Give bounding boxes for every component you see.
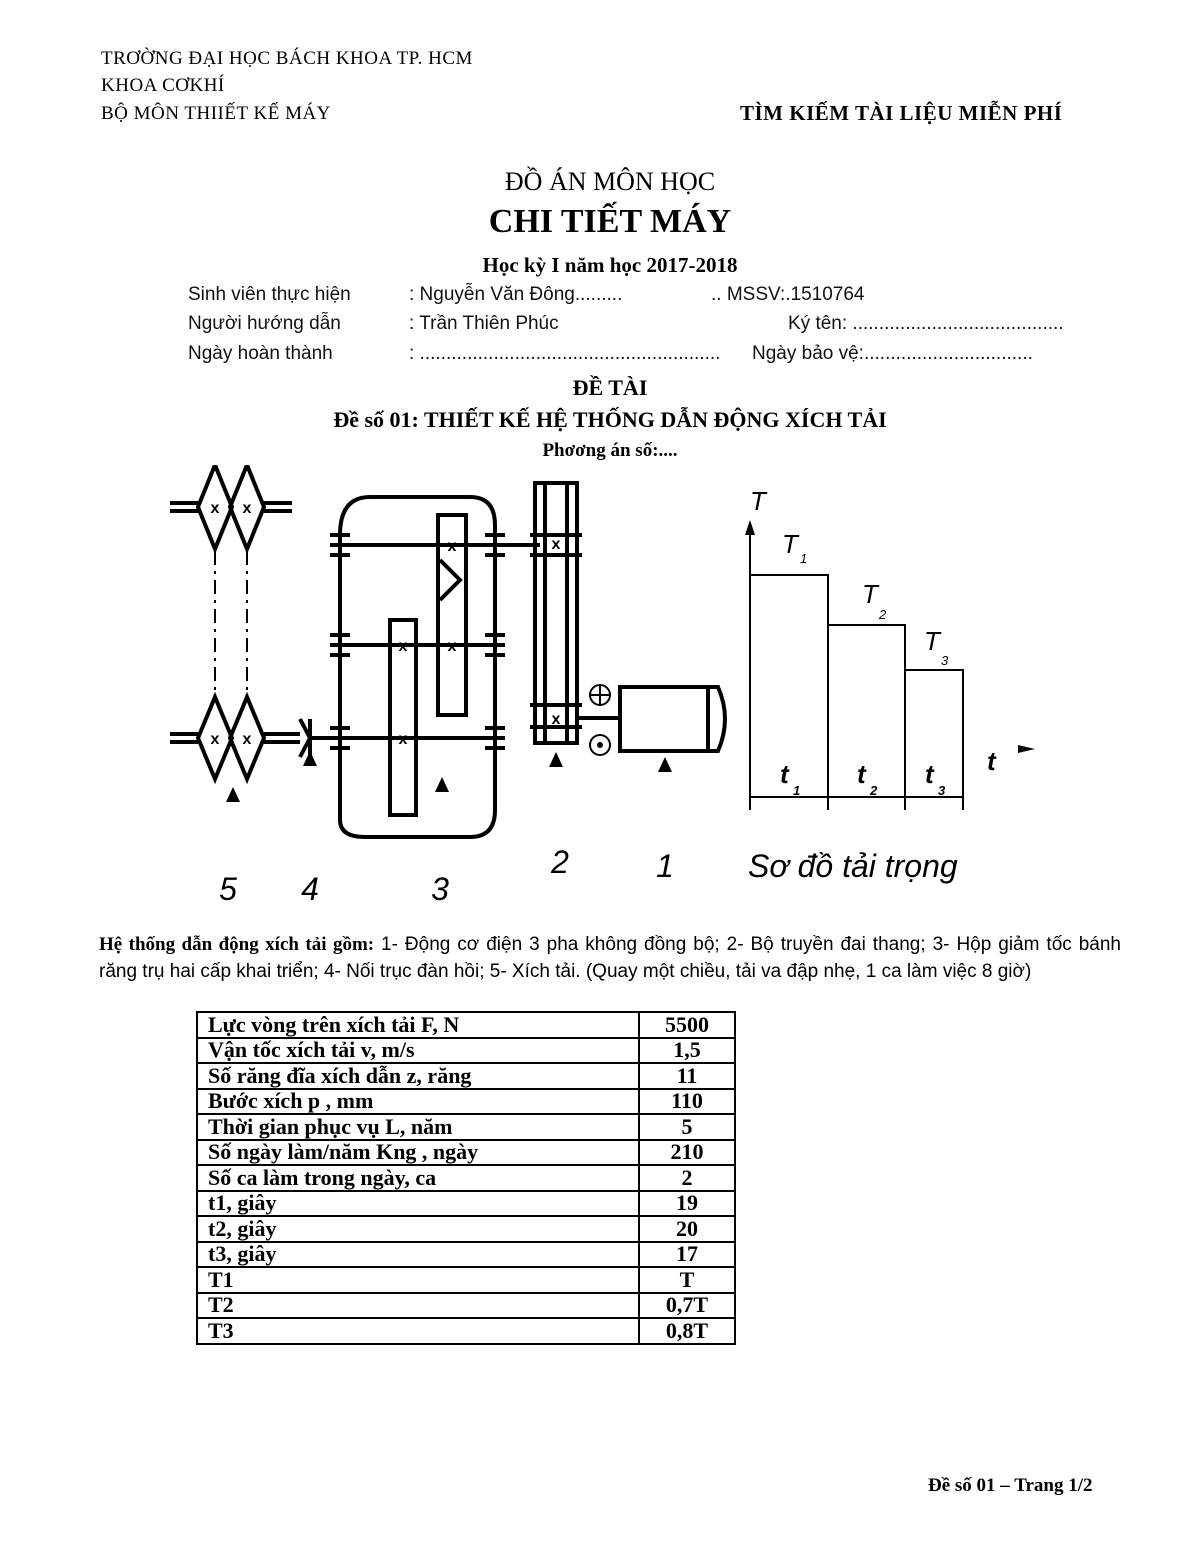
svg-text:x: x <box>447 638 457 655</box>
torque-label-2: T <box>862 579 878 609</box>
torque-sub-2: 2 <box>879 607 887 622</box>
param-label: Vận tốc xích tải v, m/s <box>197 1038 639 1064</box>
param-label: Số ca làm trong ngày, ca <box>197 1165 639 1191</box>
table-row <box>197 1089 735 1115</box>
table-row <box>197 1114 735 1140</box>
torque-label-1: T <box>782 529 798 559</box>
param-value: 0,8T <box>639 1318 735 1344</box>
param-label: T3 <box>197 1318 639 1344</box>
param-value: 0,7T <box>639 1293 735 1319</box>
time-sub-3: 3 <box>938 783 946 798</box>
project-title: ĐỒ ÁN MÔN HỌC <box>504 167 716 196</box>
signature-line: Ký tên: ........................................ <box>788 313 1064 334</box>
item-label-2: 2 <box>551 844 569 880</box>
param-value: 210 <box>639 1140 735 1166</box>
param-value: 11 <box>639 1063 735 1089</box>
param-value: 5500 <box>639 1012 735 1038</box>
table-row <box>197 1140 735 1166</box>
table-row <box>197 1216 735 1242</box>
param-label: t3, giây <box>197 1242 639 1268</box>
svg-text:x: x <box>551 711 561 728</box>
table-row <box>197 1293 735 1319</box>
elastic-coupling <box>285 719 330 757</box>
param-label: Lực vòng trên xích tải F, N <box>197 1012 639 1038</box>
param-value: 19 <box>639 1191 735 1217</box>
param-label: Số ngày làm/năm Kng , ngày <box>197 1140 639 1166</box>
completion-value: : ......................................................... <box>409 343 721 364</box>
param-value: 17 <box>639 1242 735 1268</box>
student-value: : Nguyễn Văn Đông......... <box>409 284 623 305</box>
semester: Học kỳ I năm học 2017-2018 <box>482 253 738 277</box>
parameters-table <box>196 1011 736 1345</box>
v-belt-drive <box>530 483 620 743</box>
advisor-label: Người hướng dẫn <box>188 313 341 334</box>
svg-text:x: x <box>242 731 252 748</box>
load-chart-title: Sơ đồ tải trọng <box>748 848 958 884</box>
param-value: T <box>639 1267 735 1293</box>
param-label: Thời gian phục vụ L, năm <box>197 1114 639 1140</box>
faculty-name: KHOA CƠKHÍ <box>101 75 225 96</box>
advisor-value: : Trần Thiên Phúc <box>409 313 559 334</box>
param-label: Bước xích p , mm <box>197 1089 639 1115</box>
table-row <box>197 1012 735 1038</box>
param-label: T1 <box>197 1267 639 1293</box>
topic-title: Đề số 01: THIẾT KẾ HỆ THỐNG DẪN ĐỘNG XÍCH TẢI <box>333 407 887 432</box>
table-row <box>197 1267 735 1293</box>
axis-label-T: T <box>750 486 766 516</box>
time-sub-2: 2 <box>870 783 878 798</box>
table-row <box>197 1318 735 1344</box>
time-label-2: t <box>857 759 866 789</box>
description-body: 1- Động cơ điện 3 pha không đồng bộ; 2- Bộ truyền đai thang; 3- Hộp giảm tốc bánh răng trụ hai cấp khai triển; 4- Nối trục đàn hồi; 5- Xích tải. (Quay một chiều, tải va đập nhẹ, 1 ca làm việc 8 giờ) <box>99 934 1121 982</box>
torque-label-3: T <box>924 626 940 656</box>
param-label: T2 <box>197 1293 639 1319</box>
axis-label-t: t <box>987 746 996 776</box>
param-value: 1,5 <box>639 1038 735 1064</box>
table-row <box>197 1242 735 1268</box>
item-label-4: 4 <box>301 871 319 907</box>
free-docs-banner: TÌM KIẾM TÀI LIỆU MIỄN PHÍ <box>740 101 1063 125</box>
param-label: t1, giây <box>197 1191 639 1217</box>
svg-text:x: x <box>210 731 220 748</box>
torque-sub-3: 3 <box>941 653 949 668</box>
drive-system-diagram <box>160 465 1060 915</box>
time-label-1: t <box>780 759 789 789</box>
table-row <box>197 1063 735 1089</box>
svg-text:x: x <box>551 536 561 553</box>
course-title: CHI TIẾT MÁY <box>488 203 732 240</box>
param-label: Số răng đĩa xích dẫn z, răng <box>197 1063 639 1089</box>
param-value: 2 <box>639 1165 735 1191</box>
param-label: t2, giây <box>197 1216 639 1242</box>
gearbox-housing <box>330 497 540 837</box>
department-name: BỘ MÔN THIIẾT KẾ MÁY <box>101 103 331 124</box>
university-name: TRƠỜNG ĐẠI HỌC BÁCH KHOA TP. HCM <box>101 48 473 69</box>
time-sub-1: 1 <box>793 783 801 798</box>
student-id: .. MSSV:.1510764 <box>711 284 865 305</box>
item-label-5: 5 <box>219 871 237 907</box>
conveyor-sprocket-bottom <box>170 697 285 779</box>
table-row <box>197 1038 735 1064</box>
param-value: 20 <box>639 1216 735 1242</box>
torque-sub-1: 1 <box>800 551 808 566</box>
svg-text:x: x <box>242 500 252 517</box>
time-label-3: t <box>925 759 934 789</box>
option-number: Phơơng án số:.... <box>542 440 678 461</box>
conveyor-sprocket-top <box>170 465 292 549</box>
description-lead: Hệ thống dẫn động xích tải gồm: <box>99 934 375 955</box>
item-label-3: 3 <box>431 871 449 907</box>
system-description <box>99 931 1121 985</box>
param-value: 5 <box>639 1114 735 1140</box>
svg-text:x: x <box>398 638 408 655</box>
svg-text:x: x <box>398 731 408 748</box>
student-label: Sinh viên thực hiện <box>188 284 351 305</box>
table-row <box>197 1165 735 1191</box>
defense-date: Ngày bảo vệ:................................ <box>752 343 1033 364</box>
topic-heading: ĐỀ TÀI <box>572 375 648 400</box>
item-label-1: 1 <box>656 848 674 884</box>
page-footer: Đề số 01 – Trang 1/2 <box>928 1475 1093 1496</box>
svg-text:x: x <box>447 538 457 555</box>
param-value: 110 <box>639 1089 735 1115</box>
completion-label: Ngày hoàn thành <box>188 343 333 364</box>
table-row <box>197 1191 735 1217</box>
svg-text:x: x <box>210 500 220 517</box>
